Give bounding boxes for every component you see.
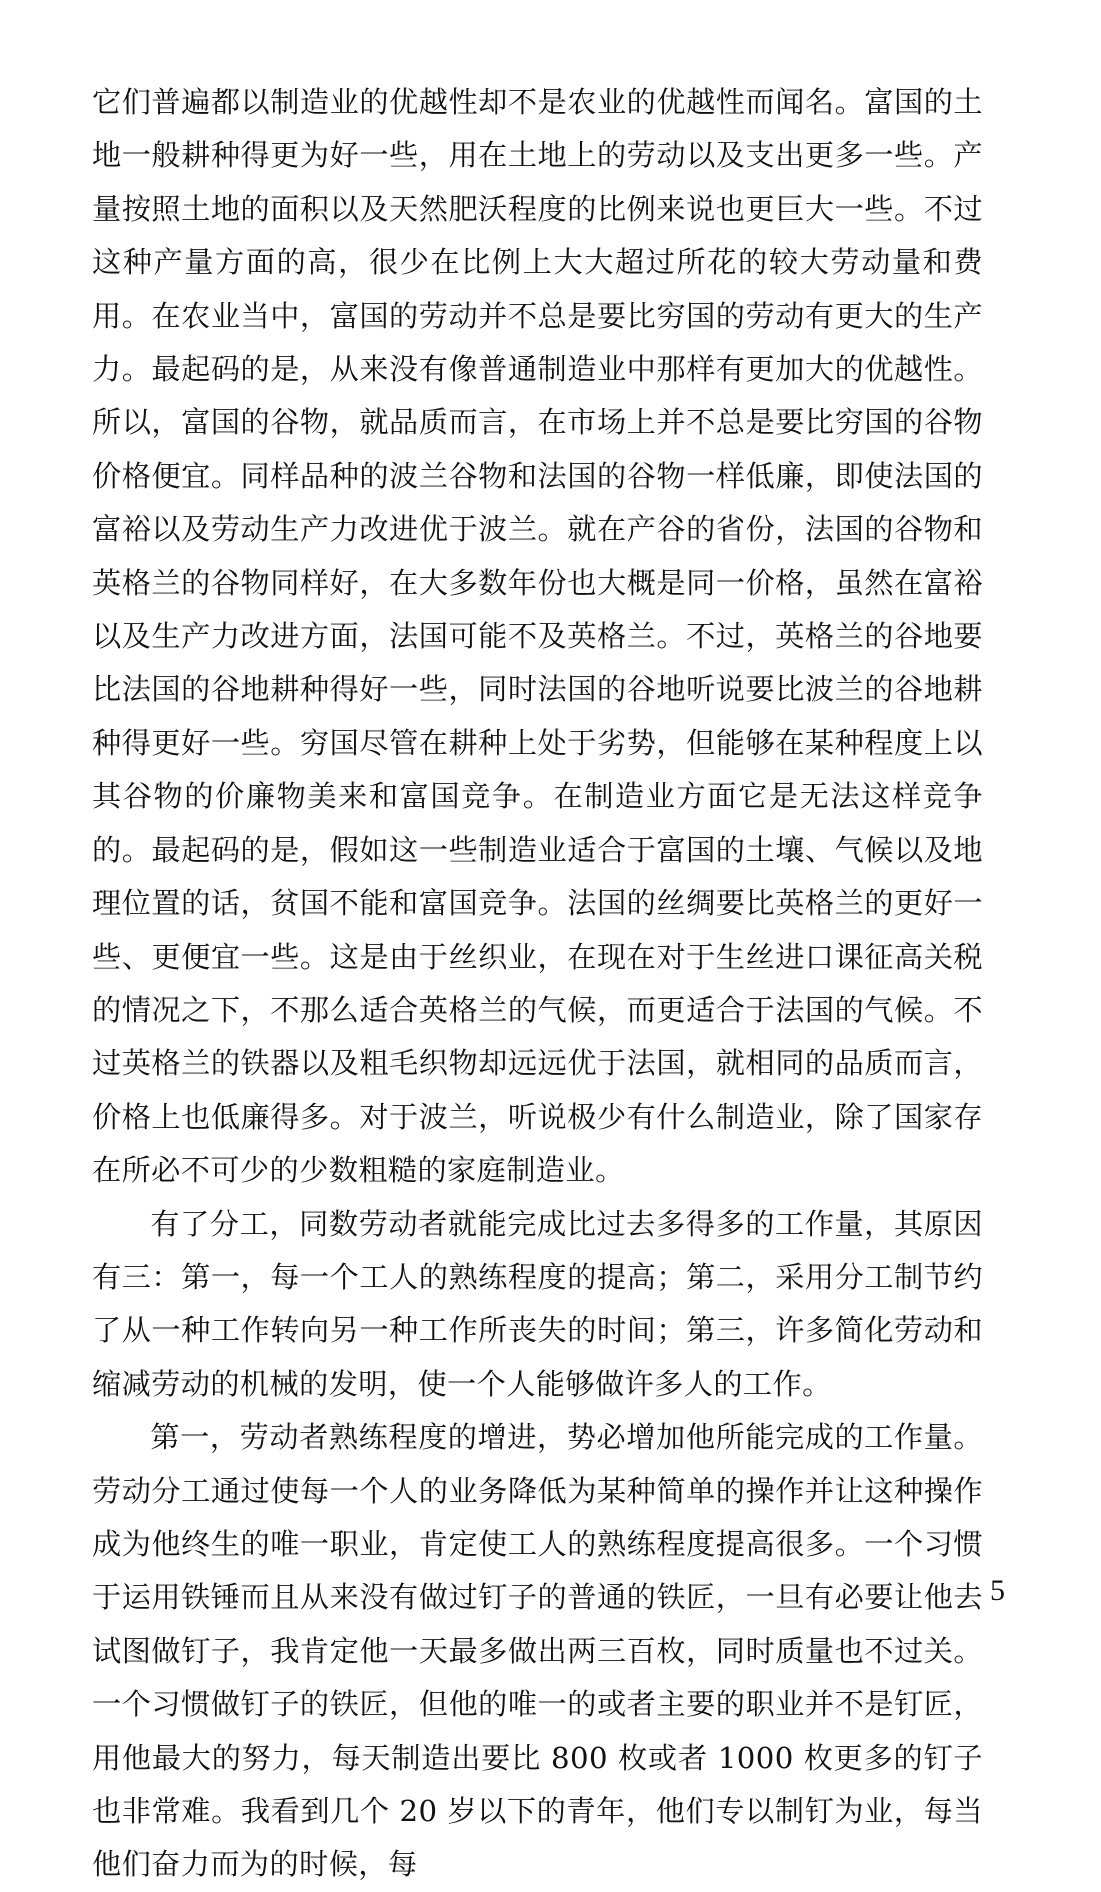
paragraph-continued: 它们普遍都以制造业的优越性却不是农业的优越性而闻名。富国的土地一般耕种得更为好一些，用在土地上的劳动以及支出更多一些。产量按照土地的面积以及天然肥沃程度的比例来说也更巨大一些。不过这种产量方面的高，很少在比例上大大超过所花的较大劳动量和费用。在农业当中，富国的劳动并不总是要比穷国的劳动有更大的生产力。最起码的是，从来没有像普通制造业中那样有更加大的优越性。所以，富国的谷物，就品质而言，在市场上并不总是要比穷国的谷物价格便宜。同样品种的波兰谷物和法国的谷物一样低廉，即使法国的富裕以及劳动生产力改进优于波兰。就在产谷的省份，法国的谷物和英格兰的谷物同样好，在大多数年份也大概是同一价格，虽然在富裕以及生产力改进方面，法国可能不及英格兰。不过，英格兰的谷地要比法国的谷地耕种得好一些，同时法国的谷地听说要比波兰的谷地耕种得更好一些。穷国尽管在耕种上处于劣势，但能够在某种程度上以其谷物的价廉物美来和富国竞争。在制造业方面它是无法这样竞争的。最起码的是，假如这一些制造业适合于富国的土壤、气候以及地理位置的话，贫国不能和富国竞争。法国的丝绸要比英格兰的更好一些、更便宜一些。这是由于丝织业，在现在对于生丝进口课征高关税的情况之下，不那么适合英格兰的气候，而更适合于法国的气候。不过英格兰的铁器以及粗毛织物却远远优于法国，就相同的品质而言，价格上也低廉得多。对于波兰，听说极少有什么制造业，除了国家存在所必不可少的少数粗糙的家庭制造业。 <box>92 85 983 1188</box>
paragraph-skill-improvement: 第一，劳动者熟练程度的增进，势必增加他所能完成的工作量。劳动分工通过使每一个人的业务降低为某种简单的操作并让这种操作成为他终生的唯一职业，肯定使工人的熟练程度提高很多。一个习惯于运用铁锤而且从来没有做过钉子的普通的铁匠，一旦有必要让他去试图做钉子，我肯定他一天最多做出两三百枚，同时质量也不过关。一个习惯做钉子的铁匠，但他的唯一的或者主要的职业并不是钉匠，用他最大的努力，每天制造出要比 800 枚或者 1000 枚更多的钉子也非常难。我看到几个 20 岁以下的青年，他们专以制钉为业，每当他们奋力而为的时候，每 <box>92 1420 983 1882</box>
paragraph-division-of-labor: 有了分工，同数劳动者就能完成比过去多得多的工作量，其原因有三：第一，每一个工人的熟练程度的提高；第二，采用分工制节约了从一种工作转向另一种工作所丧失的时间；第三，许多简化劳动和缩减劳动的机械的发明，使一个人能够做许多人的工作。 <box>92 1206 983 1401</box>
page-number: 5 <box>990 1574 1005 1607</box>
